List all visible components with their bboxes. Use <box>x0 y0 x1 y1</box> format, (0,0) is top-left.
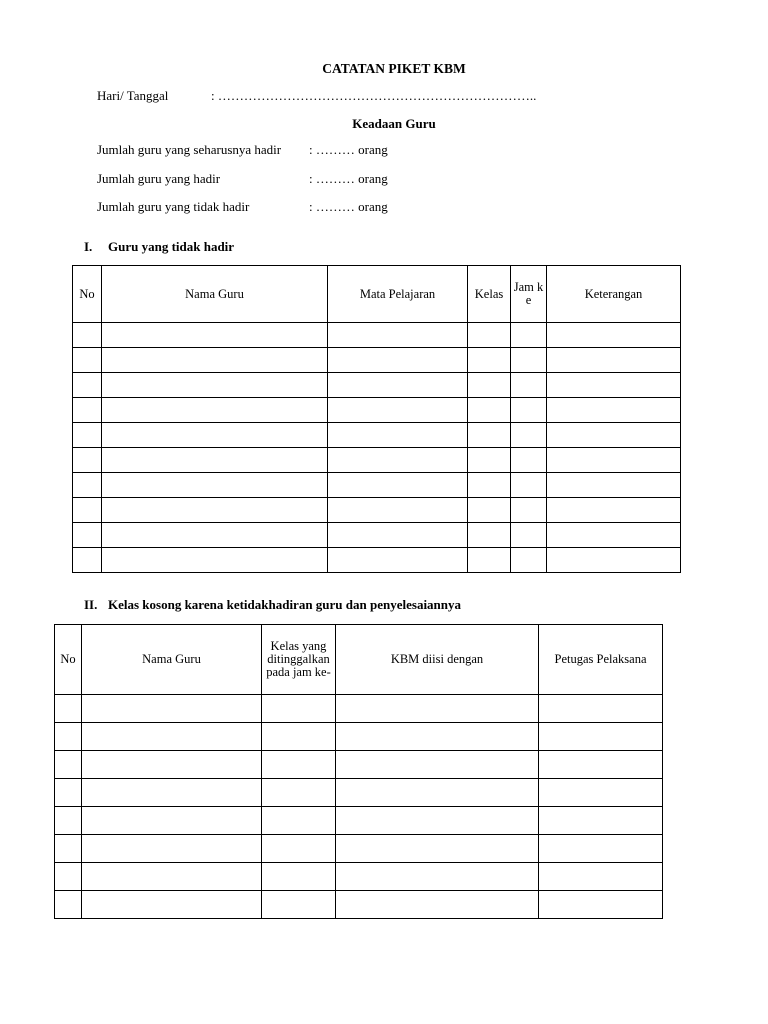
table-cell[interactable] <box>547 498 681 523</box>
table-row <box>73 548 681 573</box>
table-cell[interactable] <box>328 523 468 548</box>
table-cell[interactable] <box>262 863 336 891</box>
table-cell[interactable] <box>262 695 336 723</box>
table-cell[interactable] <box>82 751 262 779</box>
table-header-row <box>73 266 681 323</box>
table-cell[interactable] <box>511 423 547 448</box>
table-cell[interactable] <box>82 723 262 751</box>
table-cell[interactable] <box>547 323 681 348</box>
count-label-present: Jumlah guru yang hadir <box>97 171 221 186</box>
table-cell[interactable] <box>336 835 539 863</box>
date-label: Hari/ Tanggal <box>97 88 169 103</box>
table-cell[interactable] <box>73 423 102 448</box>
table-cell[interactable] <box>328 498 468 523</box>
col-header-period: Jam ke <box>511 266 547 323</box>
table-cell[interactable] <box>102 498 328 523</box>
table-row <box>73 373 681 398</box>
table-cell[interactable] <box>55 779 82 807</box>
table-cell[interactable] <box>539 835 663 863</box>
table-cell[interactable] <box>468 523 511 548</box>
table-cell[interactable] <box>82 835 262 863</box>
table-cell[interactable] <box>262 723 336 751</box>
count-value-absent: : ……… orang <box>309 199 388 214</box>
col-header-teacher-name: Nama Guru <box>102 266 328 323</box>
table-cell[interactable] <box>73 548 102 573</box>
table-cell[interactable] <box>102 423 328 448</box>
table-cell[interactable] <box>468 473 511 498</box>
table-row <box>55 723 663 751</box>
table-cell[interactable] <box>328 473 468 498</box>
count-label-absent: Jumlah guru yang tidak hadir <box>97 199 250 214</box>
table-cell[interactable] <box>511 473 547 498</box>
table-row <box>55 779 663 807</box>
table-cell[interactable] <box>328 448 468 473</box>
section2-heading <box>84 597 461 613</box>
table-cell[interactable] <box>336 891 539 919</box>
table-cell[interactable] <box>102 548 328 573</box>
teacher-status-subtitle: Keadaan Guru <box>352 116 436 131</box>
section1-title: Guru yang tidak hadir <box>108 239 235 254</box>
section1-heading <box>84 239 234 255</box>
table-cell[interactable] <box>336 779 539 807</box>
absent-teachers-table <box>72 265 681 573</box>
table-row <box>73 323 681 348</box>
table-cell[interactable] <box>547 423 681 448</box>
table-cell[interactable] <box>547 448 681 473</box>
table-row <box>55 891 663 919</box>
table-cell[interactable] <box>73 473 102 498</box>
table-cell[interactable] <box>73 498 102 523</box>
table-cell[interactable] <box>547 348 681 373</box>
table-cell[interactable] <box>102 373 328 398</box>
table-row <box>73 448 681 473</box>
table-cell[interactable] <box>73 323 102 348</box>
date-field: : ……………………………………………………………….. <box>211 88 537 103</box>
table-cell[interactable] <box>336 723 539 751</box>
table-cell[interactable] <box>547 473 681 498</box>
table-cell[interactable] <box>55 835 82 863</box>
table-row <box>73 523 681 548</box>
table-cell[interactable] <box>82 779 262 807</box>
table-cell[interactable] <box>328 423 468 448</box>
table-cell[interactable] <box>539 779 663 807</box>
table-cell[interactable] <box>336 807 539 835</box>
section2-title: Kelas kosong karena ketidakhadiran guru dan penyelesaiannya <box>108 597 462 612</box>
section1-numeral: I. <box>84 239 93 254</box>
table-cell[interactable] <box>539 891 663 919</box>
table-cell[interactable] <box>511 323 547 348</box>
table-cell[interactable] <box>468 373 511 398</box>
table-cell[interactable] <box>511 348 547 373</box>
table-cell[interactable] <box>55 723 82 751</box>
table-cell[interactable] <box>328 398 468 423</box>
table-cell[interactable] <box>102 473 328 498</box>
table-cell[interactable] <box>102 398 328 423</box>
table-cell[interactable] <box>55 807 82 835</box>
table-cell[interactable] <box>511 523 547 548</box>
table-row <box>55 751 663 779</box>
table-cell[interactable] <box>539 807 663 835</box>
table-row <box>73 398 681 423</box>
table-cell[interactable] <box>336 695 539 723</box>
table-cell[interactable] <box>102 323 328 348</box>
count-value-present: : ……… orang <box>309 171 388 186</box>
table-cell[interactable] <box>539 695 663 723</box>
table-cell[interactable] <box>336 751 539 779</box>
table-cell[interactable] <box>55 751 82 779</box>
table-cell[interactable] <box>73 398 102 423</box>
table-cell[interactable] <box>73 373 102 398</box>
section2-numeral: II. <box>84 597 98 612</box>
table-cell[interactable] <box>82 891 262 919</box>
table-cell[interactable] <box>511 373 547 398</box>
table-cell[interactable] <box>73 348 102 373</box>
table-cell[interactable] <box>328 373 468 398</box>
table-cell[interactable] <box>468 448 511 473</box>
col-header-teacher-name: Nama Guru <box>82 625 262 695</box>
col-header-officer: Petugas Pelaksana <box>539 625 663 695</box>
table-cell[interactable] <box>55 695 82 723</box>
table-cell[interactable] <box>468 398 511 423</box>
page-title: CATATAN PIKET KBM <box>322 61 466 76</box>
table-cell[interactable] <box>328 348 468 373</box>
col-header-kbm-filled-with: KBM diisi dengan <box>336 625 539 695</box>
col-header-notes: Keterangan <box>547 266 681 323</box>
table-cell[interactable] <box>102 448 328 473</box>
table-cell[interactable] <box>82 807 262 835</box>
table-cell[interactable] <box>547 398 681 423</box>
table-row <box>73 348 681 373</box>
col-header-class-left: Kelas yang ditinggalkan pada jam ke- <box>262 625 336 695</box>
table-cell[interactable] <box>511 398 547 423</box>
count-value-expected: : ……… orang <box>309 142 388 157</box>
table-row <box>55 695 663 723</box>
table-cell[interactable] <box>102 523 328 548</box>
table-cell[interactable] <box>82 695 262 723</box>
table-row <box>55 807 663 835</box>
table-cell[interactable] <box>468 348 511 373</box>
table-cell[interactable] <box>547 523 681 548</box>
table-row <box>55 835 663 863</box>
table-cell[interactable] <box>336 863 539 891</box>
table-cell[interactable] <box>468 323 511 348</box>
table-cell[interactable] <box>547 548 681 573</box>
table-cell[interactable] <box>468 423 511 448</box>
table-cell[interactable] <box>102 348 328 373</box>
col-header-class: Kelas <box>468 266 511 323</box>
table-cell[interactable] <box>262 835 336 863</box>
table-cell[interactable] <box>55 863 82 891</box>
table-cell[interactable] <box>82 863 262 891</box>
empty-classes-table <box>54 624 663 919</box>
table-header-row <box>55 625 663 695</box>
table-cell[interactable] <box>547 373 681 398</box>
table-cell[interactable] <box>328 548 468 573</box>
table-cell[interactable] <box>328 323 468 348</box>
table-row <box>55 863 663 891</box>
table-cell[interactable] <box>511 448 547 473</box>
table-cell[interactable] <box>262 807 336 835</box>
table-cell[interactable] <box>539 751 663 779</box>
table-cell[interactable] <box>262 891 336 919</box>
col-header-no: No <box>55 625 82 695</box>
table-cell[interactable] <box>55 891 82 919</box>
col-header-no: No <box>73 266 102 323</box>
table-cell[interactable] <box>511 498 547 523</box>
table-cell[interactable] <box>262 751 336 779</box>
table-cell[interactable] <box>468 498 511 523</box>
table-row <box>73 498 681 523</box>
table-cell[interactable] <box>73 523 102 548</box>
table-cell[interactable] <box>73 448 102 473</box>
col-header-subject: Mata Pelajaran <box>328 266 468 323</box>
table-cell[interactable] <box>539 863 663 891</box>
table-cell[interactable] <box>539 723 663 751</box>
table-row <box>73 473 681 498</box>
table-row <box>73 423 681 448</box>
table-cell[interactable] <box>511 548 547 573</box>
count-label-expected: Jumlah guru yang seharusnya hadir <box>97 142 282 157</box>
table-cell[interactable] <box>468 548 511 573</box>
table-cell[interactable] <box>262 779 336 807</box>
